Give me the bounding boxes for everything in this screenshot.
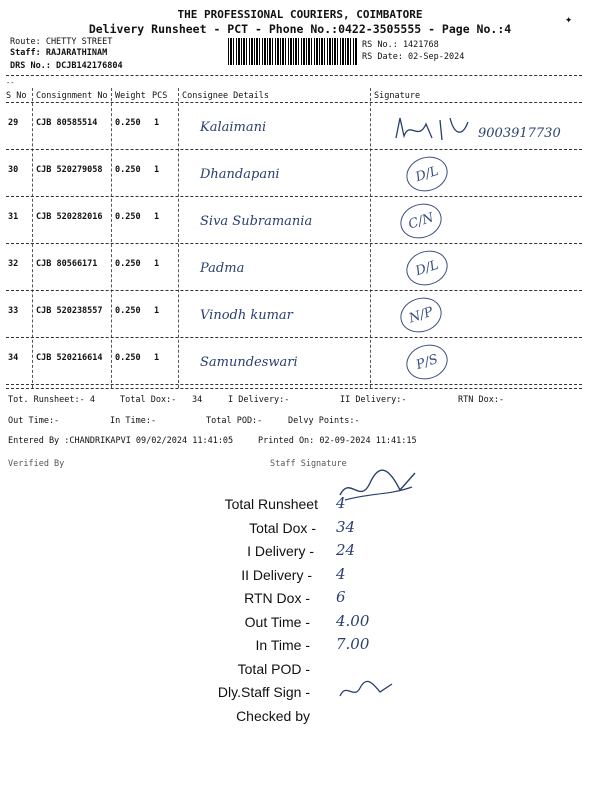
- column-rule: [32, 88, 33, 388]
- column-rule: [178, 88, 179, 388]
- row-divider: [6, 196, 582, 197]
- rs-number: RS No.: 1421768: [362, 40, 439, 50]
- signature-stamp: P/S: [402, 339, 452, 384]
- row-consignment: CJB 80566171: [36, 259, 98, 269]
- delvy-points-label: Delvy Points:-: [288, 416, 360, 426]
- row-consignee-handwritten: Siva Subramania: [200, 214, 313, 229]
- col-pcs: PCS: [152, 91, 168, 101]
- dash-marker: --: [6, 79, 15, 87]
- route-label: Route: CHETTY STREET: [10, 37, 113, 47]
- row-sno: 32: [8, 259, 19, 269]
- row-divider: [6, 290, 582, 291]
- row-pcs: 1: [154, 118, 160, 128]
- dly-staff-signature-scribble: [336, 678, 396, 704]
- row-weight: 0.250: [115, 306, 141, 316]
- summary-label: II Delivery -: [241, 566, 312, 583]
- summary-value: 4: [336, 494, 346, 512]
- summary-value: 4.00: [336, 611, 370, 630]
- summary-label: RTN Dox -: [244, 590, 310, 606]
- row-pcs: 1: [154, 165, 160, 175]
- row-consignee-handwritten: Kalaimani: [200, 120, 267, 135]
- summary-value: 6: [336, 588, 346, 606]
- signature-stamp: D/L: [402, 151, 452, 196]
- row-sno: 30: [8, 165, 19, 175]
- summary-label: In Time -: [255, 637, 310, 653]
- row-divider: [6, 243, 582, 244]
- row-weight: 0.250: [115, 212, 141, 222]
- entered-by: Entered By :CHANDRIKAPVI 09/02/2024 11:41:05: [8, 436, 234, 446]
- col-sno: S No: [6, 91, 27, 101]
- divider: [6, 102, 582, 103]
- row-consignment: CJB 520216614: [36, 353, 103, 363]
- row-divider: [6, 337, 582, 338]
- company-title: THE PROFESSIONAL COURIERS, COIMBATORE: [177, 8, 423, 21]
- sheet-title: Delivery Runsheet - PCT - Phone No.:0422-3505555 - Page No.:4: [88, 22, 512, 36]
- divider: [6, 388, 582, 389]
- total-dox-label: Total Dox:-: [120, 395, 177, 405]
- summary-label: Total Runsheet: [224, 496, 318, 512]
- row-pcs: 1: [154, 306, 160, 316]
- signature-stamp: D/L: [402, 245, 452, 290]
- tot-runsheet: Tot. Runsheet:- 4: [8, 395, 95, 405]
- col-consignee: Consignee Details: [182, 91, 269, 101]
- summary-label: Out Time -: [244, 613, 310, 630]
- row-consignment: CJB 520238557: [36, 306, 103, 316]
- row-weight: 0.250: [115, 259, 141, 269]
- row-consignee-handwritten: Dhandapani: [200, 167, 280, 182]
- row-pcs: 1: [154, 212, 160, 222]
- row-signature-handwritten: 9003917730: [478, 126, 561, 141]
- summary-value: 7.00: [336, 635, 370, 653]
- row-pcs: 1: [154, 353, 160, 363]
- row-sno: 34: [8, 353, 19, 363]
- col-weight: Weight: [115, 91, 146, 101]
- summary-value: 4: [336, 564, 346, 583]
- out-time-label: Out Time:-: [8, 416, 60, 426]
- row-sno: 29: [8, 118, 19, 128]
- logo-mark: ✦: [565, 12, 573, 26]
- staff-signature-label: Staff Signature: [270, 459, 347, 469]
- row-consignment: CJB 80585514: [36, 118, 98, 128]
- printed-on: Printed On: 02-09-2024 11:41:15: [258, 436, 417, 446]
- summary-label: Dly.Staff Sign -: [217, 684, 310, 700]
- signature-stamp: N/P: [396, 292, 446, 337]
- row-pcs: 1: [154, 259, 160, 269]
- in-time-label: In Time:-: [110, 416, 157, 426]
- total-dox-value: 34: [192, 395, 203, 405]
- signature-stamp: C/N: [396, 198, 446, 243]
- rs-date: RS Date: 02-Sep-2024: [362, 52, 465, 62]
- summary-label: Total Dox -: [249, 519, 316, 536]
- row-consignment: CJB 520282016: [36, 212, 103, 222]
- divider: [6, 75, 582, 76]
- row-divider: [6, 384, 582, 385]
- col-signature: Signature: [374, 91, 421, 101]
- row-weight: 0.250: [115, 118, 141, 128]
- col-consignment: Consignment No: [36, 91, 108, 101]
- ii-delivery-label: II Delivery:-: [340, 395, 407, 405]
- summary-label: Total POD -: [237, 660, 310, 677]
- drs-number: DRS No.: DCJB142176804: [10, 61, 123, 71]
- row-consignee-handwritten: Samundeswari: [200, 355, 298, 370]
- rtn-dox-label: RTN Dox:-: [458, 395, 505, 405]
- verified-by: Verified By: [8, 459, 65, 469]
- summary-value: 34: [336, 517, 356, 536]
- column-rule: [111, 88, 112, 388]
- row-consignee-handwritten: Padma: [200, 261, 245, 276]
- summary-label: Checked by: [236, 707, 310, 724]
- signature-scribble: [392, 114, 472, 144]
- staff-label: Staff: RAJARATHINAM: [10, 48, 108, 58]
- column-rule: [370, 88, 371, 388]
- row-weight: 0.250: [115, 353, 141, 363]
- total-pod-label: Total POD:-: [206, 416, 263, 426]
- row-sno: 31: [8, 212, 19, 222]
- row-sno: 33: [8, 306, 19, 316]
- summary-label: I Delivery -: [247, 543, 314, 559]
- row-consignee-handwritten: Vinodh kumar: [200, 308, 293, 323]
- row-consignment: CJB 520279058: [36, 165, 103, 175]
- row-divider: [6, 149, 582, 150]
- summary-value: 24: [336, 541, 356, 559]
- barcode: [228, 38, 358, 65]
- row-weight: 0.250: [115, 165, 141, 175]
- i-delivery-label: I Delivery:-: [228, 395, 290, 405]
